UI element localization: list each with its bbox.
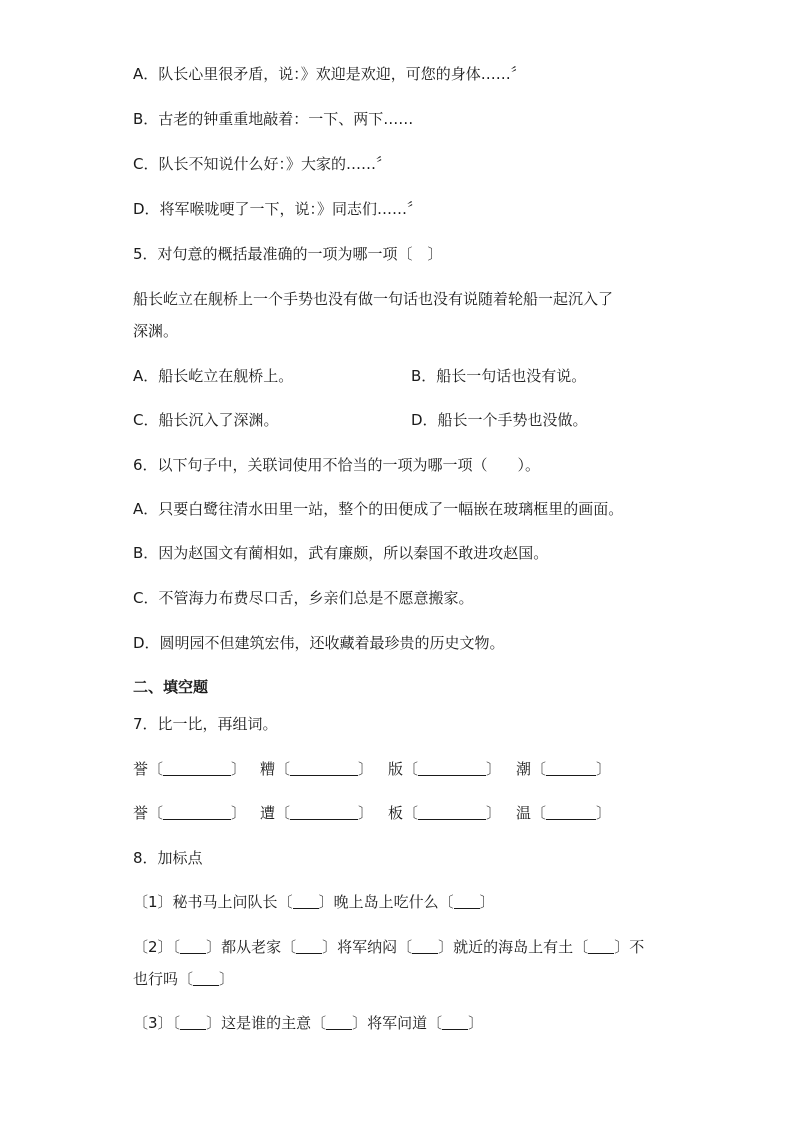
answer-blank[interactable] [418, 804, 486, 820]
q6-option-b: B．因为赵国文有蔺相如，武有廉颇，所以秦国不敢进攻赵国。 [133, 544, 549, 562]
bracket-close: 〕 [219, 970, 235, 988]
bracket-open: 〔 [403, 760, 419, 778]
text-segment: 不 [629, 938, 645, 956]
text-segment: 秘书马上问队长 [172, 893, 278, 911]
q8-stem: 8．加标点 [133, 849, 203, 867]
bracket-open: 〔 [178, 970, 194, 988]
q4-option-d: D．将军喉咙哽了一下，说：》同志们……〞 [133, 200, 423, 218]
q7-word-group [260, 802, 373, 824]
answer-blank[interactable] [418, 760, 486, 776]
q6-option-c: C．不管海力布费尽口舌，乡亲们总是不愿意搬家。 [133, 589, 474, 607]
q7-char: 板 [388, 804, 404, 822]
bracket-close: 〕 [614, 938, 630, 956]
answer-blank[interactable] [290, 760, 358, 776]
text-segment: 就近的海岛上有土 [453, 938, 574, 956]
bracket-close: 〕 [231, 804, 247, 822]
bracket-open: 〔 [531, 760, 547, 778]
bracket-open: 〔 [531, 804, 547, 822]
q5-sentence-line2: 深渊。 [133, 322, 179, 340]
bracket-open: 〔 [573, 938, 589, 956]
answer-blank[interactable] [163, 804, 231, 820]
q7-stem: 7．比一比，再组词。 [133, 715, 278, 733]
bracket-close: 〕 [231, 760, 247, 778]
q6-option-a: A．只要白鹭往清水田里一站，整个的田便成了一幅嵌在玻璃框里的画面。 [133, 500, 624, 518]
punctuation-blank[interactable] [180, 938, 206, 954]
q4-option-c: C．队长不知说什么好：》大家的……〞 [133, 155, 391, 173]
q7-char: 糟 [260, 760, 276, 778]
bracket-close: 〕 [322, 938, 338, 956]
bracket-open: 〔 [311, 1014, 327, 1032]
section-title: 二、填空题 [133, 678, 209, 696]
bracket-open: 〔 [403, 804, 419, 822]
bracket-open: 〔 [281, 938, 297, 956]
punctuation-blank[interactable] [326, 1014, 352, 1030]
q5-sentence-line1: 船长屹立在舰桥上一个手势也没有做一句话也没有说随着轮船一起沉入了 [133, 290, 614, 308]
q7-word-group [388, 758, 501, 780]
q6-option-d: D．圆明园不但建筑宏伟，还收藏着最珍贵的历史文物。 [133, 634, 505, 652]
bracket-close: 〕 [596, 804, 612, 822]
q5-option-a: A．船长屹立在舰桥上。 [133, 367, 294, 385]
item-number: 〔2〕 [133, 938, 173, 956]
q7-word-group [516, 758, 611, 780]
bracket-close: 〕 [486, 760, 502, 778]
bracket-close: 〕 [206, 1014, 222, 1032]
bracket-open: 〔 [427, 1014, 443, 1032]
q7-word-group [133, 802, 246, 824]
bracket-close: 〕 [358, 760, 374, 778]
q4-option-b: B．古老的钟重重地敲着：一下、两下…… [133, 110, 414, 128]
answer-blank[interactable] [546, 804, 596, 820]
punctuation-blank[interactable] [454, 893, 480, 909]
item-number: 〔3〕 [133, 1014, 173, 1032]
item-number: 〔1〕 [133, 893, 173, 911]
punctuation-blank[interactable] [193, 970, 219, 986]
q5-option-c: C．船长沉入了深渊。 [133, 411, 279, 429]
bracket-open: 〔 [172, 1014, 181, 1032]
q7-char: 版 [388, 760, 404, 778]
text-segment: 晚上岛上吃什么 [333, 893, 439, 911]
punctuation-blank[interactable] [180, 1014, 206, 1030]
punctuation-blank[interactable] [412, 938, 438, 954]
q7-char: 誉 [133, 804, 149, 822]
text-segment: 将军问道 [367, 1014, 428, 1032]
bracket-open: 〔 [172, 938, 181, 956]
bracket-open: 〔 [438, 893, 454, 911]
bracket-close: 〕 [479, 893, 495, 911]
q7-char: 潮 [516, 760, 532, 778]
text-segment: 将军纳闷 [337, 938, 398, 956]
punctuation-blank[interactable] [442, 1014, 468, 1030]
q8-item-1 [133, 891, 495, 913]
q7-char: 遭 [260, 804, 276, 822]
q5-option-b: B．船长一句话也没有说。 [411, 367, 587, 385]
bracket-close: 〕 [486, 804, 502, 822]
bracket-open: 〔 [148, 804, 164, 822]
q7-char: 誉 [133, 760, 149, 778]
text-segment: 都从老家 [221, 938, 282, 956]
q7-char: 温 [516, 804, 532, 822]
q7-word-group [133, 758, 246, 780]
bracket-close: 〕 [206, 938, 222, 956]
q7-word-group [516, 802, 611, 824]
q4-option-a: A．队长心里很矛盾，说：》欢迎是欢迎，可您的身体……〞 [133, 65, 526, 83]
q8-item-2-continued [133, 968, 234, 990]
punctuation-blank[interactable] [588, 938, 614, 954]
bracket-open: 〔 [148, 760, 164, 778]
bracket-close: 〕 [318, 893, 334, 911]
q5-stem: 5．对句意的概括最准确的一项为哪一项〔 〕 [133, 245, 443, 263]
q7-word-group [260, 758, 373, 780]
q8-item-2 [133, 936, 644, 958]
text-segment: 也行吗 [133, 970, 179, 988]
q5-option-d: D．船长一个手势也没做。 [411, 411, 588, 429]
answer-blank[interactable] [546, 760, 596, 776]
q8-item-3 [133, 1012, 483, 1034]
text-segment: 这是谁的主意 [221, 1014, 312, 1032]
bracket-close: 〕 [468, 1014, 484, 1032]
punctuation-blank[interactable] [296, 938, 322, 954]
bracket-open: 〔 [277, 893, 293, 911]
answer-blank[interactable] [163, 760, 231, 776]
bracket-open: 〔 [275, 804, 291, 822]
q6-stem: 6．以下句子中，关联词使用不恰当的一项为哪一项（ ）。 [133, 456, 541, 474]
bracket-open: 〔 [397, 938, 413, 956]
bracket-close: 〕 [438, 938, 454, 956]
bracket-open: 〔 [275, 760, 291, 778]
bracket-close: 〕 [352, 1014, 368, 1032]
punctuation-blank[interactable] [293, 893, 319, 909]
bracket-close: 〕 [358, 804, 374, 822]
answer-blank[interactable] [290, 804, 358, 820]
q7-word-group [388, 802, 501, 824]
bracket-close: 〕 [596, 760, 612, 778]
